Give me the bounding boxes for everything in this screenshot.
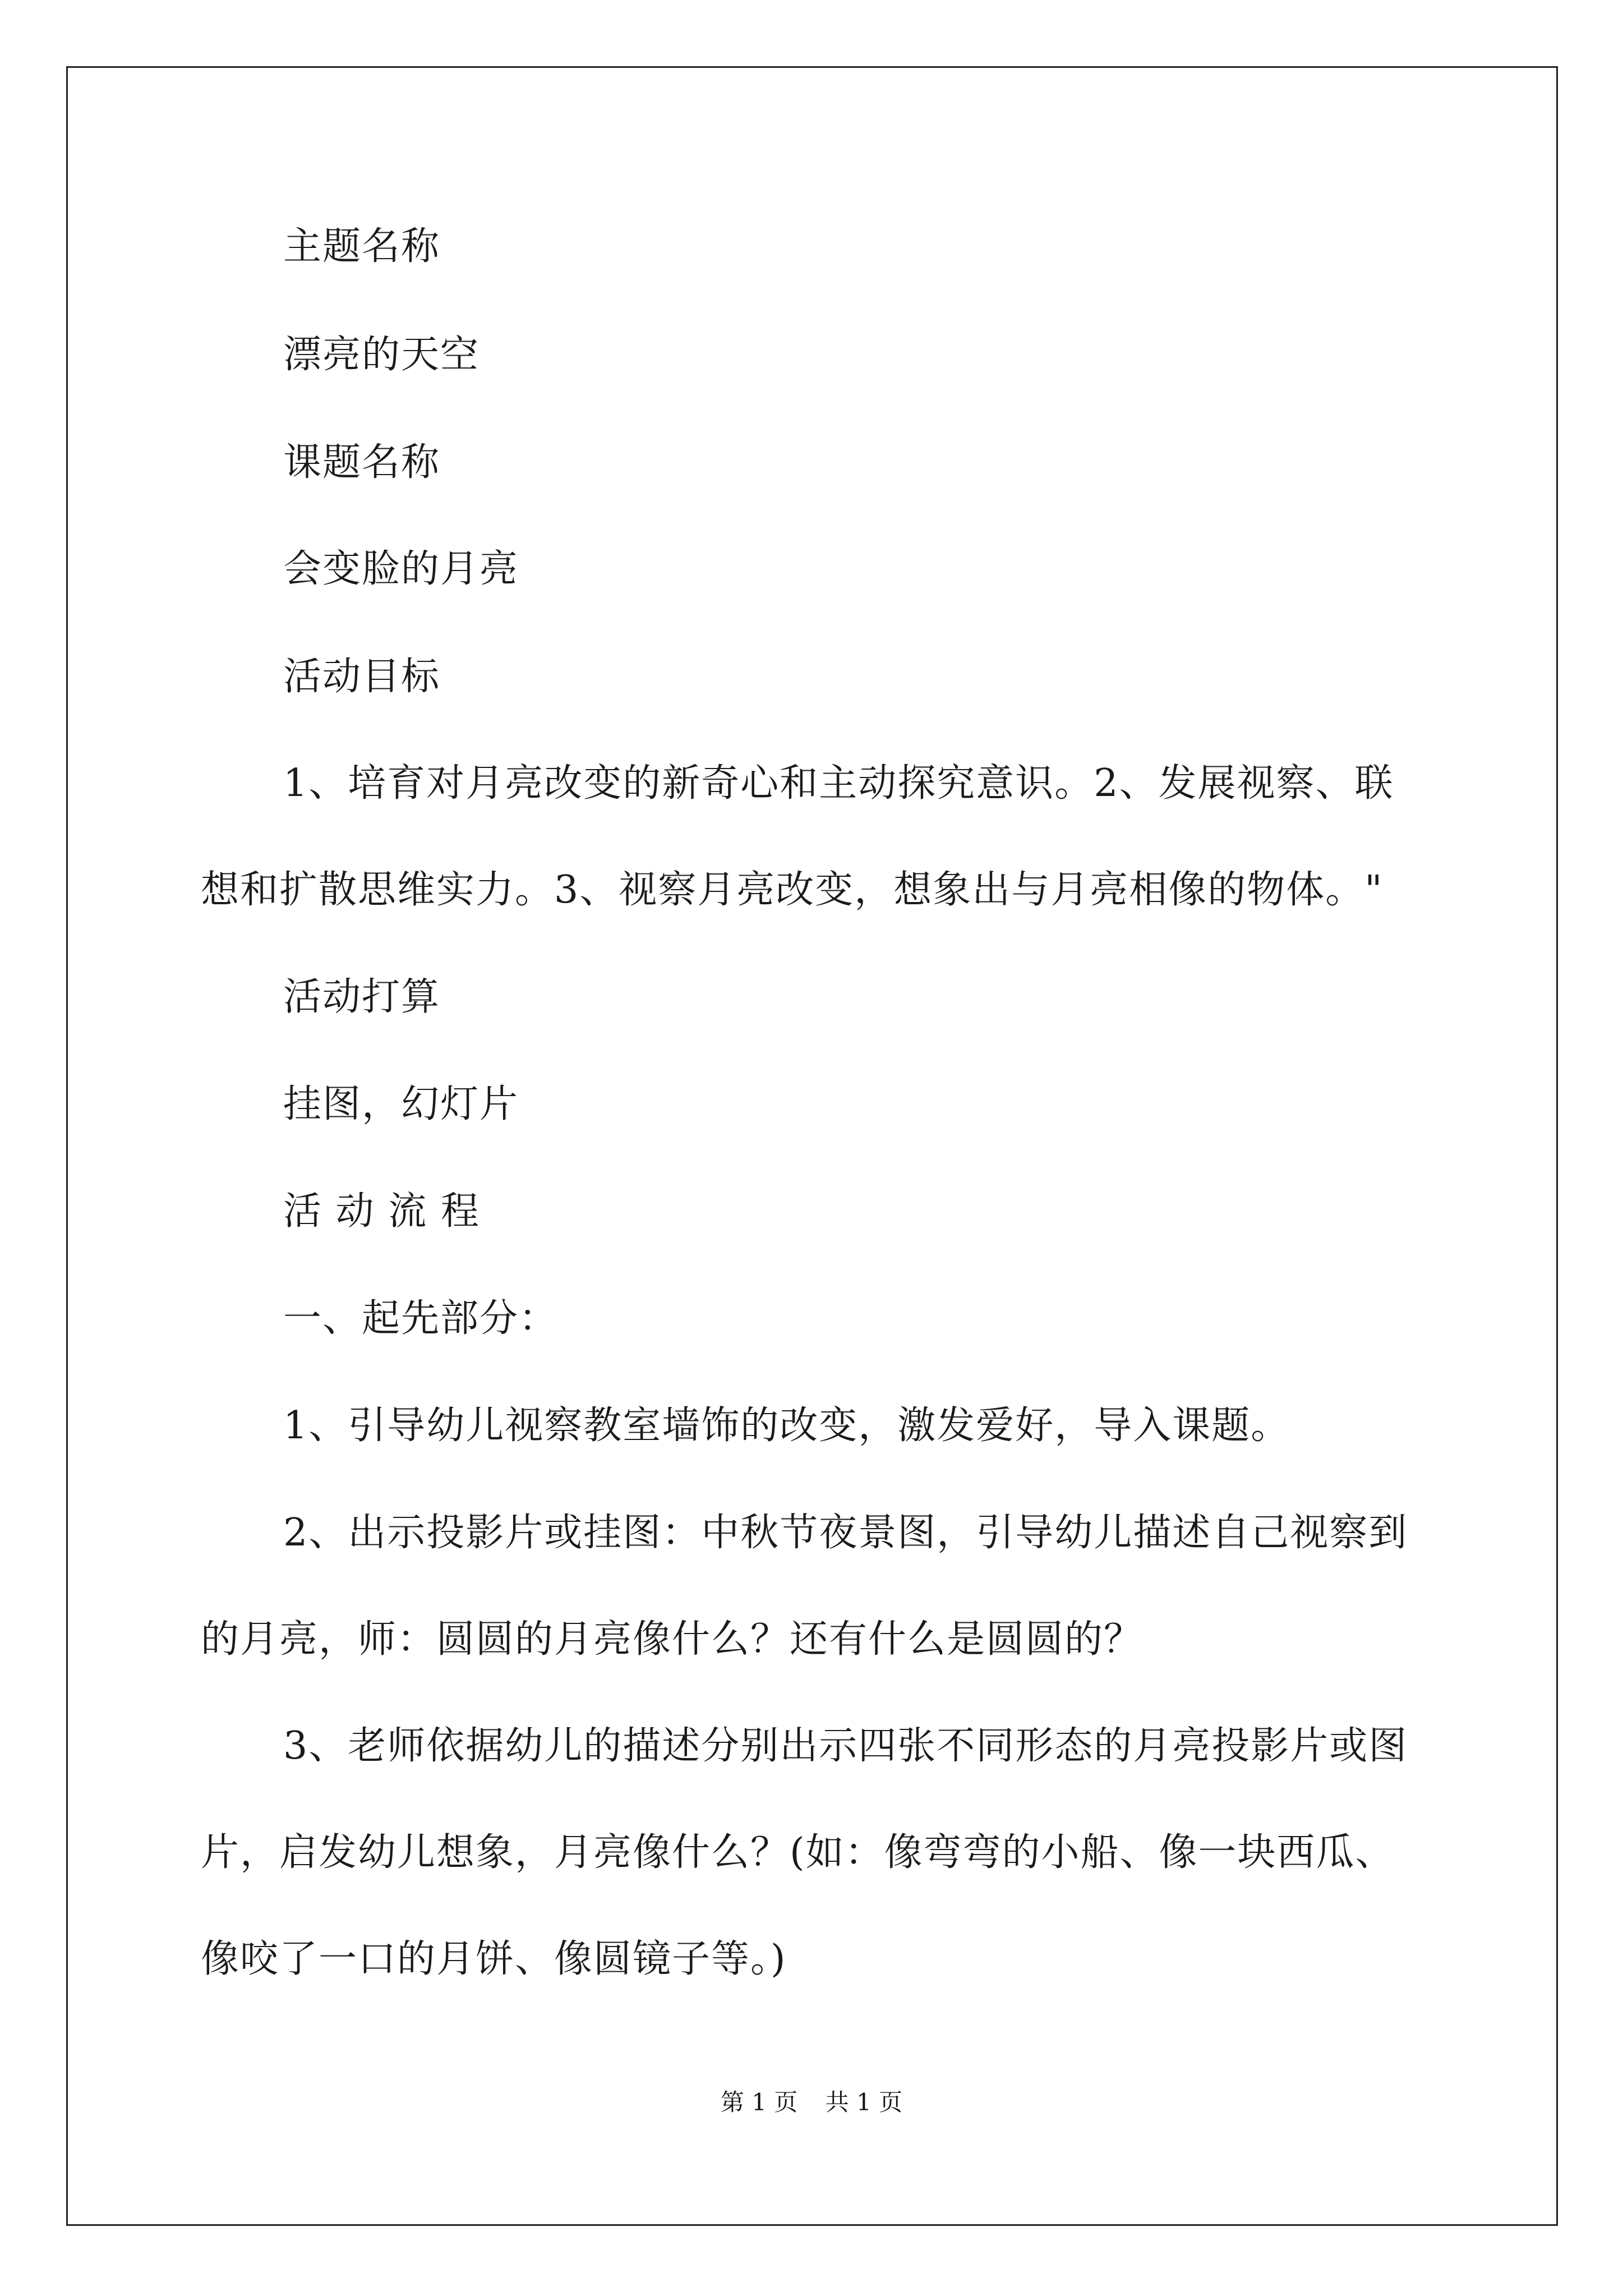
step-2-line-1: 2、出示投影片或挂图：中秋节夜景图，引导幼儿描述自己视察到 (283, 1511, 1408, 1555)
theme-value: 漂亮的天空 (283, 333, 480, 377)
page-number-total: 共 1 页 (825, 2088, 903, 2116)
heading-activity-flow: 活 动 流 程 (283, 1189, 480, 1234)
prep-value: 挂图，幻灯片 (283, 1082, 519, 1126)
step-3-line-2: 片，启发幼儿想象，月亮像什么？(如：像弯弯的小船、像一块西瓜、 (201, 1830, 1395, 1875)
heading-theme-label: 主题名称 (283, 224, 441, 269)
heading-topic-label: 课题名称 (283, 440, 441, 485)
page-number-current: 第 1 页 (720, 2088, 798, 2116)
step-3-line-3: 像咬了一口的月饼、像圆镜子等。) (201, 1937, 787, 1981)
topic-value: 会变脸的月亮 (283, 547, 519, 591)
page-footer (0, 2086, 1623, 2119)
goals-paragraph-line-2: 想和扩散思维实力。3、视察月亮改变，想象出与月亮相像的物体。" (201, 868, 1384, 912)
step-1: 1、引导幼儿视察教室墙饰的改变，激发爱好，导入课题。 (283, 1404, 1290, 1448)
heading-activity-goals: 活动目标 (283, 655, 441, 699)
section-start: 一、起先部分： (283, 1296, 559, 1341)
step-2-line-2: 的月亮，师：圆圆的月亮像什么？还有什么是圆圆的？ (201, 1617, 1144, 1662)
heading-activity-prep: 活动打算 (283, 975, 441, 1019)
goals-paragraph-line-1: 1、培育对月亮改变的新奇心和主动探究意识。2、发展视察、联 (283, 761, 1394, 806)
page-border (66, 66, 1558, 2226)
step-3-line-1: 3、老师依据幼儿的描述分别出示四张不同形态的月亮投影片或图 (283, 1724, 1408, 1768)
